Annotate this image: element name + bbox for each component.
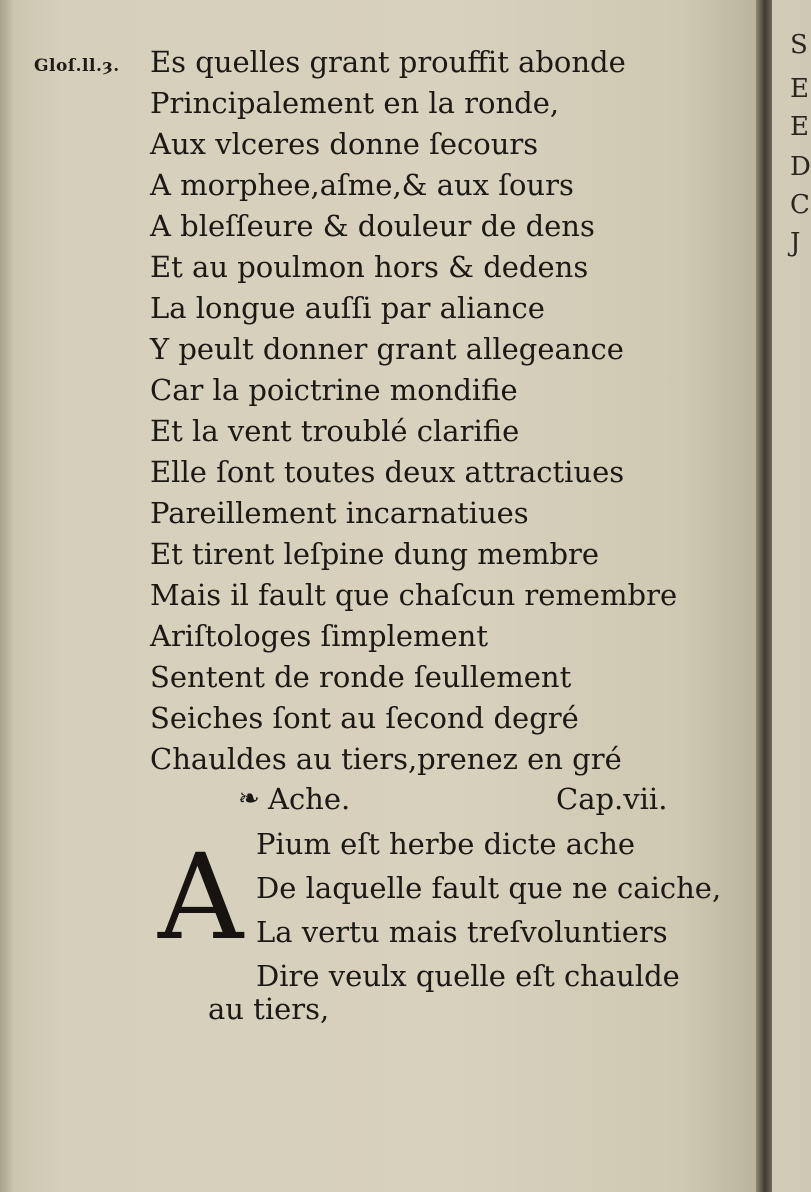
section-line: La vertu mais treſvoluntiers (256, 915, 668, 949)
verse-line: La longue auſſi par aliance (150, 291, 545, 325)
facing-page-letter: S (790, 30, 808, 60)
section-title: Ache. (268, 782, 351, 816)
facing-page-letter: D (790, 152, 811, 182)
verse-line: Y peult donner grant allegeance (150, 332, 624, 366)
chapter-number: Cap.vii. (556, 782, 668, 816)
verse-line: Es quelles grant prouffit abonde (150, 45, 626, 79)
verse-line: Car la poictrine mondifie (150, 373, 518, 407)
verse-line: A morphee,aſme,& aux ſours (150, 168, 574, 202)
verse-line: Seiches ſont au ſecond degré (150, 701, 579, 735)
section-line: Dire veulx quelle eſt chaulde (256, 959, 680, 993)
verse-line: Pareillement incarnatiues (150, 496, 529, 530)
verse-line: Et au poulmon hors & dedens (150, 250, 589, 284)
verse-line: Et la vent troublé clarifie (150, 414, 520, 448)
verse-line: A bleſſeure & douleur de dens (150, 209, 595, 243)
drop-cap: A (158, 828, 244, 966)
fleuron-icon: ❧ (238, 784, 260, 814)
section-heading (238, 782, 698, 822)
final-line: au tiers, (208, 992, 330, 1026)
verse-block (150, 42, 750, 780)
facing-page-letter: E (790, 74, 809, 104)
book-gutter (756, 0, 772, 1192)
facing-page-letter: J (790, 228, 801, 258)
verse-line: Aux vlceres donne ſecours (150, 127, 539, 161)
verse-line: Et tirent leſpine dung membre (150, 537, 600, 571)
verse-line: Ariſtologes ſimplement (150, 619, 488, 653)
section-line: Pium eſt herbe dicte ache (256, 827, 636, 861)
section-line: De laquelle fault que ne caiche, (256, 871, 722, 905)
verse-line: Elle ſont toutes deux attractiues (150, 455, 625, 489)
signature-mark: Gloſ.ll.ȝ. (34, 56, 120, 76)
section-text (256, 822, 756, 998)
verse-line: Chauldes au tiers,prenez en gré (150, 742, 622, 776)
facing-page-letter: E (790, 112, 809, 142)
verse-line: Sentent de ronde ſeullement (150, 660, 572, 694)
facing-page-letter: C (790, 190, 810, 220)
verse-line: Mais il fault que chaſcun remembre (150, 578, 678, 612)
page-edge (0, 0, 14, 1192)
verse-line: Principalement en la ronde, (150, 86, 560, 120)
facing-page (772, 0, 811, 1192)
